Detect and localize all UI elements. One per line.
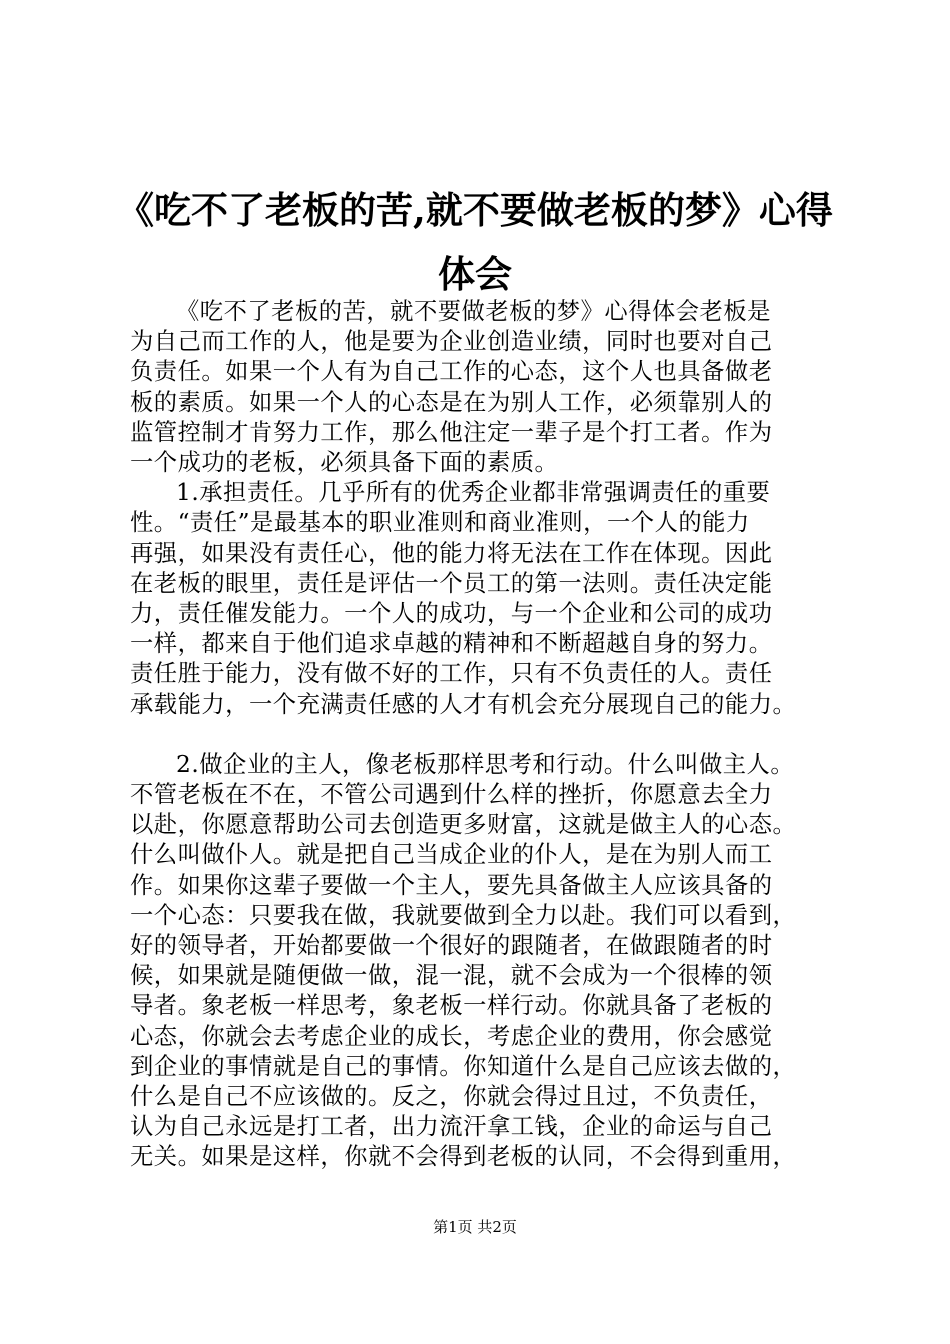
text-line: 一个成功的老板，必须具备下面的素质。: [130, 449, 559, 477]
page-footer: 第1页 共2页: [433, 1218, 517, 1236]
text-line: 为自己而工作的人，他是要为企业创造业绩，同时也要对自己: [130, 328, 773, 356]
text-line: 到企业的事情就是自己的事情。你知道什么是自己应该去做的，: [130, 1052, 797, 1080]
text-line: 作。如果你这辈子要做一个主人，要先具备做主人应该具备的: [130, 871, 773, 899]
text-line: 在老板的眼里，责任是评估一个员工的第一法则。责任决定能: [130, 569, 773, 597]
text-line: 板的素质。如果一个人的心态是在为别人工作，必须靠别人的: [130, 388, 773, 416]
document-body: [130, 297, 845, 1173]
title-line-1: 《吃不了老板的苦,就不要做老板的梦》心得: [117, 188, 833, 232]
text-line: 一样，都来自于他们追求卓越的精神和不断超越自身的努力。: [130, 630, 773, 658]
text-line: 心态，你就会去考虑企业的成长，考虑企业的费用，你会感觉: [130, 1022, 773, 1050]
text-line: 性。“责任”是最基本的职业准则和商业准则，一个人的能力: [130, 509, 750, 537]
paragraph-intro: [130, 297, 845, 478]
text-line: 认为自己永远是打工者，出力流汗拿工钱，企业的命运与自己: [130, 1113, 773, 1141]
text-line: 不管老板在不在，不管公司遇到什么样的挫折，你愿意去全力: [130, 781, 773, 809]
title-line-2: 体会: [438, 252, 512, 296]
document-title: [100, 178, 850, 306]
text-line: 再强，如果没有责任心，他的能力将无法在工作在体现。因此: [130, 539, 773, 567]
text-line: 2.做企业的主人，像老板那样思考和行动。什么叫做主人。: [176, 750, 795, 778]
text-line: 承载能力，一个充满责任感的人才有机会充分展现自己的能力。: [130, 690, 797, 718]
text-line: 负责任。如果一个人有为自己工作的心态，这个人也具备做老: [130, 358, 773, 386]
text-line: 什么是自己不应该做的。反之，你就会得过且过，不负责任，: [130, 1083, 773, 1111]
text-line: 一个心态：只要我在做，我就要做到全力以赴。我们可以看到，: [130, 901, 797, 929]
text-line: 导者。象老板一样思考，象老板一样行动。你就具备了老板的: [130, 992, 773, 1020]
text-line: 好的领导者，开始都要做一个很好的跟随者，在做跟随者的时: [130, 932, 773, 960]
text-line: 无关。如果是这样，你就不会得到老板的认同，不会得到重用，: [130, 1143, 797, 1171]
paragraph-gap: [130, 720, 845, 750]
paragraph-owner-mindset: [130, 750, 845, 1173]
text-line: 《吃不了老板的苦，就不要做老板的梦》心得体会老板是: [176, 298, 771, 325]
text-line: 监管控制才肯努力工作，那么他注定一辈子是个打工者。作为: [130, 418, 773, 446]
text-line: 什么叫做仆人。就是把自己当成企业的仆人，是在为别人而工: [130, 841, 773, 869]
text-line: 以赴，你愿意帮助公司去创造更多财富，这就是做主人的心态。: [130, 811, 797, 839]
text-line: 力，责任催发能力。一个人的成功，与一个企业和公司的成功: [130, 600, 773, 628]
text-line: 候，如果就是随便做一做，混一混，就不会成为一个很棒的领: [130, 962, 773, 990]
text-line: 1.承担责任。几乎所有的优秀企业都非常强调责任的重要: [176, 479, 771, 507]
paragraph-responsibility: [130, 478, 845, 720]
text-line: 责任胜于能力，没有做不好的工作，只有不负责任的人。责任: [130, 660, 773, 688]
